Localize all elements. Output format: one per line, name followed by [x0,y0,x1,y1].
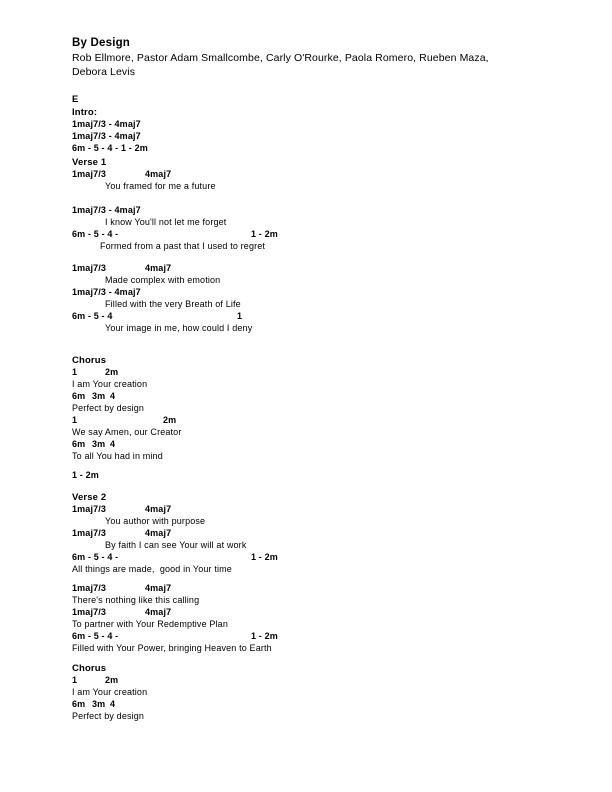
chord-segment: 4maj7 [145,607,172,617]
chord-segment: 1maj7/3 [72,504,107,514]
lyric-line [72,427,552,439]
chord-segment: 1maj7/3 [72,583,107,593]
text-segment: Chorus [72,663,107,674]
chord-segment: 1maj7/3 - 4maj7 [72,119,141,129]
chord-line [72,675,552,687]
lyric-line [72,217,552,229]
text-segment: There's nothing like this calling [72,595,200,605]
lyric-line [72,619,552,631]
text-segment: All things are made, good in Your time [72,564,232,574]
chord-segment: 6m [72,699,86,709]
section-header [72,107,552,119]
lyric-line [72,299,552,311]
lyric-line [72,711,552,723]
section-header [72,355,552,367]
chord-segment: 3m [92,439,106,449]
chord-line [72,119,552,131]
text-segment: I know You'll not let me forget [105,217,227,227]
chord-line [72,391,552,403]
text-segment: Verse 2 [72,492,107,503]
chord-segment: 3m [92,391,106,401]
lyric-line [72,323,552,335]
chord-segment: 1 - 2m [72,470,99,480]
chord-line [72,552,552,564]
chord-line [72,131,552,143]
chord-segment: 1maj7/3 - 4maj7 [72,131,141,141]
chord-line [72,205,552,217]
text-segment: You framed for me a future [105,181,216,191]
text-segment: Perfect by design [72,711,145,721]
lyric-line [72,181,552,193]
chord-line [72,504,552,516]
text-segment: To all You had in mind [72,451,163,461]
chord-segment: 1 [72,675,78,685]
chord-segment: 1maj7/3 - 4maj7 [72,205,141,215]
chord-segment: 1 - 2m [251,631,278,641]
chord-segment: 4maj7 [145,583,172,593]
lyric-line [72,275,552,287]
text-segment: You author with purpose [105,516,206,526]
chord-segment: 6m - 5 - 4 - [72,229,119,239]
chord-segment: 1maj7/3 [72,607,107,617]
text-segment: To partner with Your Redemptive Plan [72,619,228,629]
chord-line [72,528,552,540]
lyric-line [72,687,552,699]
chord-segment: 1maj7/3 [72,263,107,273]
song-title: By Design [72,37,131,49]
chord-segment: 1 - 2m [251,552,278,562]
chord-segment: 6m - 5 - 4 [72,311,113,321]
chord-segment: 1 - 2m [251,229,278,239]
lyric-line [72,564,552,576]
chord-segment: 4 [110,699,116,709]
chord-line [72,470,552,482]
text-segment: Filled with the very Breath of Life [105,299,241,309]
song-authors-line-1: Rob Ellmore, Pastor Adam Smallcombe, Carly O'Rourke, Paola Romero, Rueben Maza, [72,52,489,64]
text-segment: Intro: [72,107,98,118]
chord-segment: 1 [237,311,243,321]
chord-line [72,699,552,711]
text-segment: By faith I can see Your will at work [105,540,247,550]
chord-segment: 1maj7/3 [72,528,107,538]
chord-segment: 4maj7 [145,169,172,179]
lyric-line [72,516,552,528]
lyric-line [72,595,552,607]
chord-line [72,607,552,619]
section-header [72,492,552,504]
chord-segment: 4maj7 [145,528,172,538]
chord-segment: 4maj7 [145,504,172,514]
text-segment: Your image in me, how could I deny [105,323,253,333]
chord-line [72,415,552,427]
song-key: E [72,94,79,105]
chord-line [72,229,552,241]
chord-segment: 6m - 5 - 4 - [72,631,119,641]
chord-segment: 2m [105,675,119,685]
chord-segment: 1maj7/3 - 4maj7 [72,287,141,297]
lyric-line [72,540,552,552]
chord-segment: 2m [163,415,177,425]
text-segment: Verse 1 [72,157,107,168]
chord-segment: 1maj7/3 [72,169,107,179]
chord-segment: 6m [72,391,86,401]
text-segment: I am Your creation [72,687,148,697]
chord-line [72,631,552,643]
chord-line [72,287,552,299]
chord-segment: 1 [72,415,78,425]
text-segment: Made complex with emotion [105,275,221,285]
lyric-line [72,403,552,415]
chord-line [72,367,552,379]
text-segment: We say Amen, our Creator [72,427,182,437]
chord-segment: 6m [72,439,86,449]
chord-line [72,169,552,181]
section-header [72,663,552,675]
text-segment: Chorus [72,355,107,366]
chord-line [72,311,552,323]
lyric-line [72,451,552,463]
chord-segment: 2m [105,367,119,377]
lyric-line [72,379,552,391]
chord-line [72,439,552,451]
lyric-line [72,241,552,253]
text-segment: Perfect by design [72,403,145,413]
lyric-line [72,643,552,655]
chord-segment: 1 [72,367,78,377]
chord-segment: 4maj7 [145,263,172,273]
section-header [72,157,552,169]
chord-segment: 4 [110,391,116,401]
chord-line [72,583,552,595]
chord-segment: 6m - 5 - 4 - 1 - 2m [72,143,148,153]
song-authors-line-2: Debora Levis [72,66,136,78]
text-segment: Formed from a past that I used to regret [100,241,266,251]
chord-segment: 6m - 5 - 4 - [72,552,119,562]
text-segment: I am Your creation [72,379,148,389]
chord-segment: 3m [92,699,106,709]
chord-line [72,263,552,275]
chord-segment: 4 [110,439,116,449]
text-segment: Filled with Your Power, bringing Heaven to Earth [72,643,272,653]
chord-line [72,143,552,155]
